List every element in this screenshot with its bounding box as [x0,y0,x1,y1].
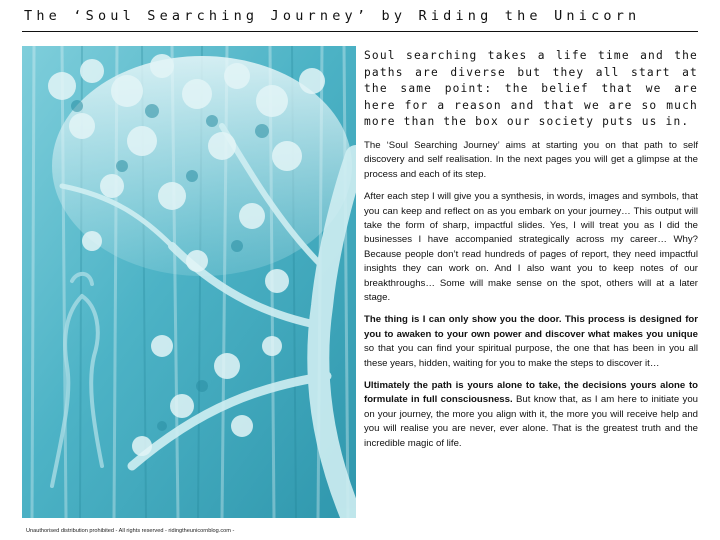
blue-tree-painting [22,46,356,518]
paragraph-3-rest: so that you can find your spiritual purpose, the one that has been in you all these years, hidden, waiting for you to make the steps to discover it… [364,343,698,369]
paragraph-4 [364,379,698,451]
title-underline [22,31,698,32]
text-column [364,48,698,459]
paragraph-4-rest: But know that, as I am here to initiate you on your journey, the more you align with it, the more you will receive help and you will realise you are never, ever alone. That is the greatest truth and the incredible magic of life. [364,394,698,449]
painting-image [22,46,356,518]
paragraph-1: The ‘Soul Searching Journey’ aims at starting you on that path to self discovery and self realisation. In the next pages you will get a glimpse at the process and each of its step. [364,139,698,180]
paragraph-3-bold: The thing is I can only show you the door. This process is designed for you to awaken to your own power and discover what makes you unique [364,314,698,340]
paragraph-3 [364,313,698,371]
copyright-footer: Unauthorised distribution prohibited - All rights reserved - ridingtheunicornblog.com - [26,528,235,534]
paragraph-2: After each step I will give you a synthesis, in words, images and symbols, that you can keep and reflect on as you embark on your journey… This output will take the form of sharp, impactful slides. Yes, I will treat you as I did the businesses I have accompanied strategically across my career… Why? Because people don’t read hundreds of pages of report, they need impactful insights they can work on. And I also want you to keep notes of our breakthroughs… Some will make sense on the spot, others will at a later stage. [364,191,698,304]
paragraph-4-bold: Ultimately the path is yours alone to take, the decisions yours alone to formulate in full consciousness. [364,380,698,406]
page-title: The ‘Soul Searching Journey’ by Riding the Unicorn [24,8,641,24]
intro-paragraph: Soul searching takes a life time and the paths are diverse but they all start at the same point: the belief that we are here for a reason and that we are so much more than the box our society puts us in. [364,49,698,129]
